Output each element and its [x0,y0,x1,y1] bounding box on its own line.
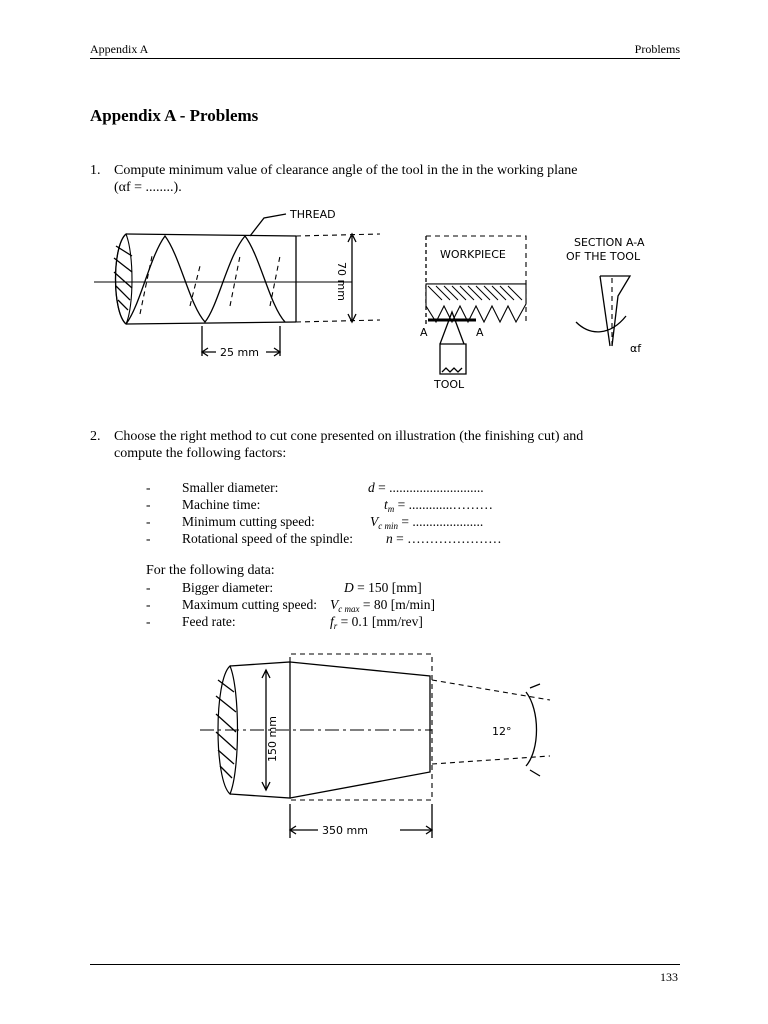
alpha-label: αf [630,342,642,355]
problem2-number: 2. [90,429,101,444]
workpiece-label: WORKPIECE [440,248,506,261]
problem1-number: 1. [90,163,101,178]
page-title: Appendix A - Problems [90,106,259,125]
pitch-label: 25 mm [220,346,259,359]
problem2-text1: Choose the right method to cut cone presented on illustration (the finishing cut) and [114,429,584,444]
problem1-text: Compute minimum value of clearance angle of the tool in the in the working plane [114,163,578,178]
page-number: 133 [660,970,678,984]
length-label: 350 mm [322,824,368,837]
problem1-text2: (αf = ........). [114,180,182,195]
diameter-label: 70 mm [335,262,348,301]
angle-label: 12° [492,725,512,738]
section-label-line2: OF THE TOOL [566,250,641,263]
figure-cone [200,640,570,850]
thread-label: THREAD [290,208,336,221]
cone-diameter-label: 150 mm [266,716,279,762]
header-right: Problems [634,42,680,56]
data-heading: For the following data: [146,563,275,578]
tool-label: TOOL [434,378,465,391]
problem2-text2: compute the following factors: [114,446,287,461]
mark-a-right: A [476,326,484,339]
mark-a-left: A [420,326,428,339]
section-label-line1: SECTION A-A [574,236,645,249]
header-left: Appendix A [90,42,149,56]
header-rule [90,58,680,59]
footer-rule [90,964,680,965]
figure-thread [90,196,680,392]
